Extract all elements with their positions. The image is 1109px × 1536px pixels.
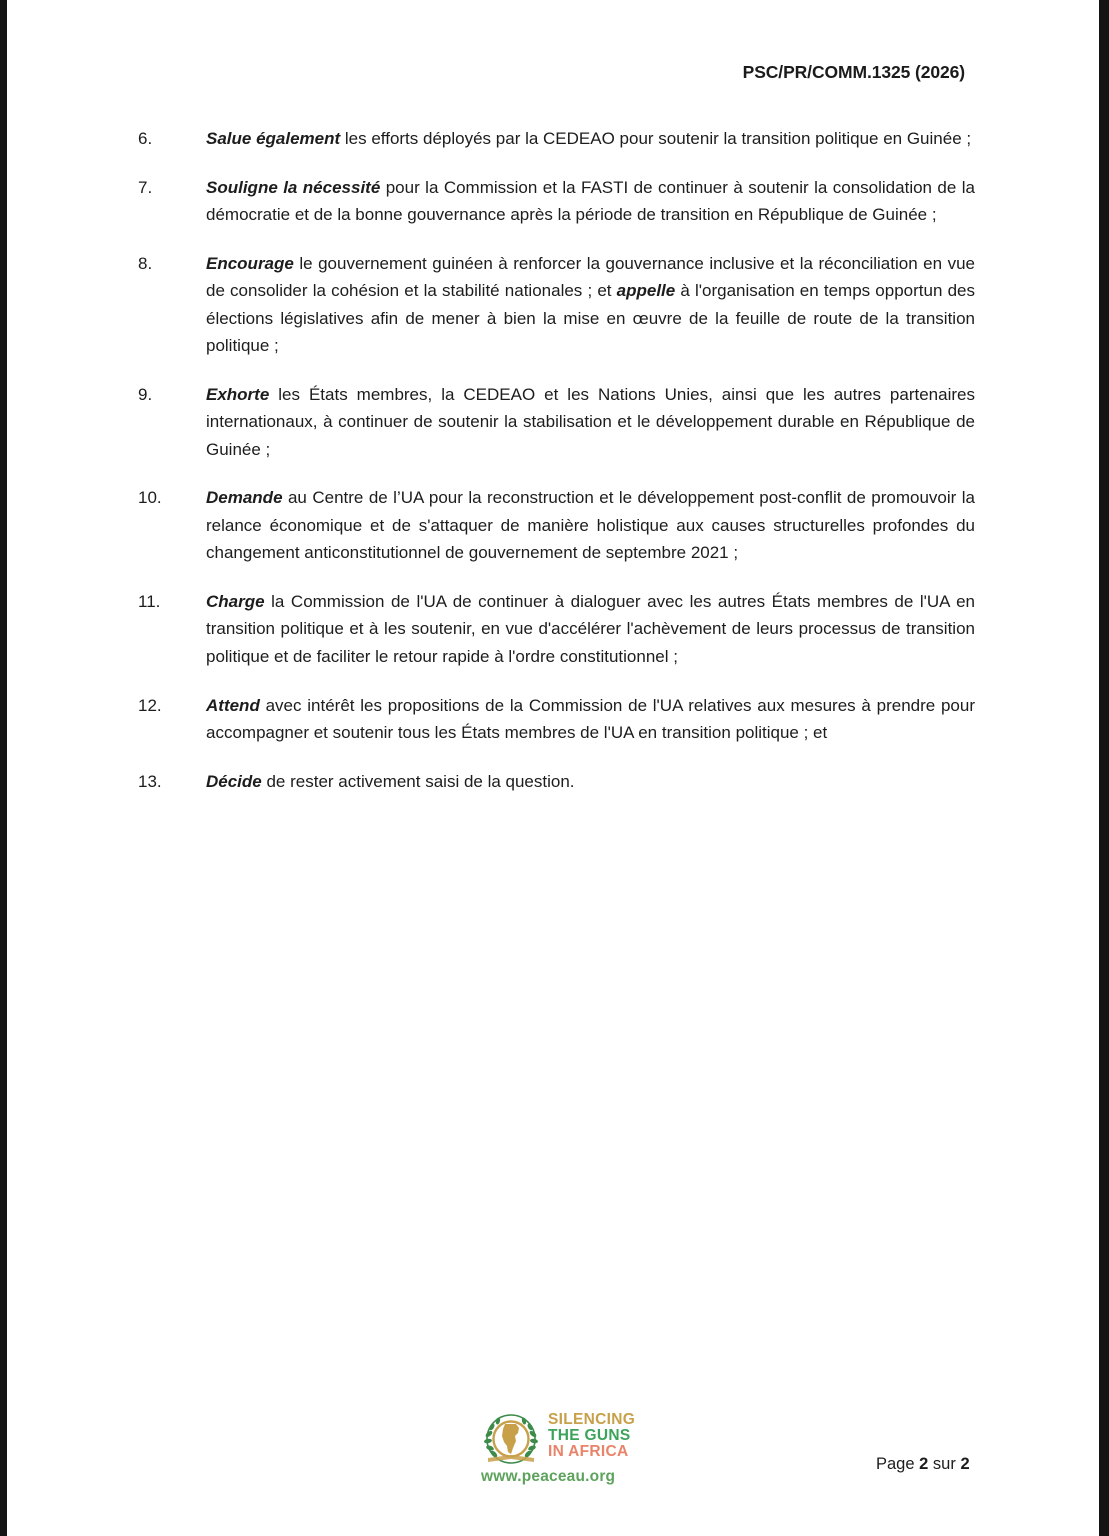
page-label: Page (876, 1455, 915, 1473)
paragraph-number: 13. (138, 771, 162, 791)
paragraph-lead: Attend (206, 695, 260, 715)
paragraph-body-secondary: à l'organisation en temps opportun des élections législatives afin de mener à bien la mise en œuvre de la feuille de route de la transition politique ; (206, 281, 975, 356)
paragraph-body: pour la Commission et la FASTI de continuer à soutenir la consolidation de la démocratie et de la bonne gouvernance après la période de transition en République de Guinée ; (206, 177, 975, 225)
paragraph-lead: Encourage (206, 253, 294, 273)
paragraph-text (206, 768, 975, 796)
paragraph-number: 7. (138, 177, 153, 197)
paragraph-body: de rester activement saisi de la question. (261, 771, 575, 791)
paragraph-text (206, 125, 975, 153)
page-total: 2 (960, 1455, 970, 1473)
paragraph-12 (138, 692, 975, 747)
paragraph-8 (138, 250, 975, 360)
paragraph-number: 6. (138, 129, 153, 148)
paragraph-lead: Demande (206, 488, 283, 508)
logo-line-1: SILENCING (548, 1411, 636, 1428)
paragraph-lead: Salue également (206, 129, 341, 148)
page-sheet (7, 0, 1099, 1536)
paragraph-number: 11. (138, 591, 161, 611)
logo-wordmark (548, 1412, 635, 1459)
paragraph-number: 9. (138, 384, 153, 404)
paragraph-text (206, 588, 975, 671)
paragraph-9 (138, 381, 975, 464)
paragraph-13 (138, 768, 975, 796)
paragraph-text (206, 250, 975, 360)
scan-edge-right (1099, 0, 1109, 1536)
paragraph-10 (138, 484, 975, 567)
page-number-footer (876, 1455, 970, 1474)
african-union-emblem-icon (480, 1412, 542, 1470)
paragraph-number: 8. (138, 253, 153, 273)
paragraph-body: la Commission de l'UA de continuer à dialoguer avec les autres États membres de l'UA en transition politique et à les soutenir, en vue d'accélérer l'achèvement de leurs processus de transition politique et de faciliter le retour rapide à l'ordre constitutionnel ; (206, 591, 975, 666)
paragraph-text (206, 692, 975, 747)
paragraph-body: le gouvernement guinéen à renforcer la gouvernance inclusive et la réconciliation en vue de consolider la cohésion et la stabilité nationales ; et (206, 253, 975, 301)
paragraph-lead: Exhorte (206, 384, 270, 404)
paragraph-7 (138, 174, 975, 229)
paragraph-body: au Centre de l’UA pour la reconstruction et le développement post-conflit de promouvoir la relance économique et de s'attaquer de manière holistique aux causes structurelles profondes du changement anticonstitutionnel de gouvernement de septembre 2021 ; (206, 488, 975, 563)
paragraph-text (206, 484, 975, 567)
document-body (138, 125, 975, 795)
paragraph-11 (138, 588, 975, 671)
document-reference-header: PSC/PR/COMM.1325 (2026) (742, 62, 965, 82)
paragraph-body: avec intérêt les propositions de la Commission de l'UA relatives aux mesures à prendre pour accompagner et soutenir tous les États membres de l'UA en transition politique ; et (206, 695, 975, 743)
paragraph-lead: Décide (206, 771, 262, 791)
paragraph-lead: Charge (206, 591, 265, 611)
scan-edge-left (0, 0, 7, 1536)
paragraph-body: les États membres, la CEDEAO et les Nations Unies, ainsi que les autres partenaires internationaux, à continuer de soutenir la stabilisation et le développement durable en République de Guinée ; (206, 384, 975, 459)
silencing-the-guns-logo (480, 1410, 643, 1492)
page-separator: sur (932, 1455, 956, 1473)
paragraph-number: 10. (138, 488, 162, 508)
logo-line-2: THE GUNS (548, 1426, 631, 1444)
paragraph-lead-secondary: appelle (616, 281, 676, 301)
page-current: 2 (919, 1455, 929, 1473)
paragraph-lead: Souligne la nécessité (206, 177, 381, 197)
paragraph-number: 12. (138, 695, 162, 715)
logo-url-text: www.peaceau.org (481, 1468, 616, 1485)
paragraph-6 (138, 125, 975, 153)
paragraph-text (206, 381, 975, 464)
paragraph-text (206, 174, 975, 229)
paragraph-body: les efforts déployés par la CEDEAO pour soutenir la transition politique en Guinée ; (340, 129, 972, 148)
logo-line-3: IN AFRICA (548, 1442, 629, 1460)
